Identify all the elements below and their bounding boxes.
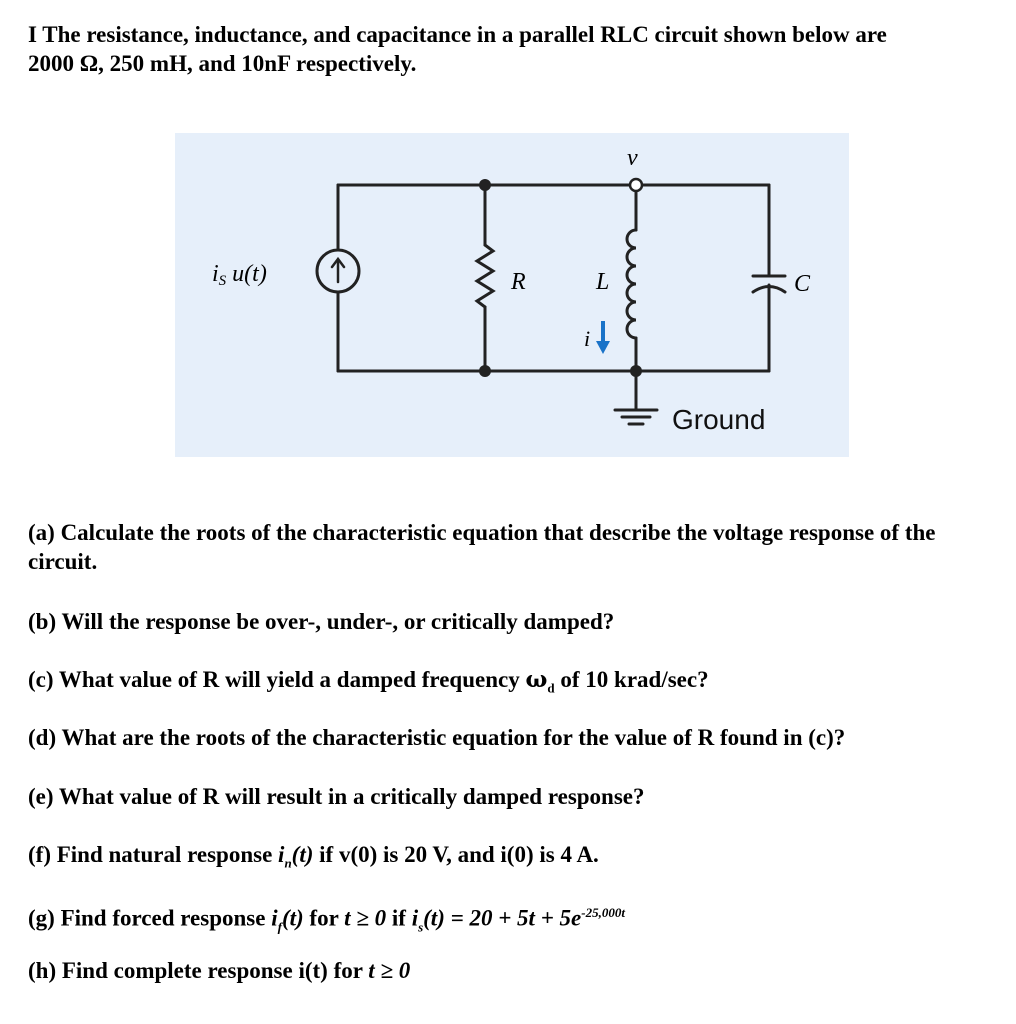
source-label: iS u(t) [212, 261, 267, 289]
node-v-label: v [627, 145, 638, 171]
problem-intro [28, 20, 998, 78]
question-h: (h) Find complete response i(t) for t ≥ 0 [28, 958, 411, 983]
junction-dot [479, 365, 491, 377]
circuit-diagram [175, 133, 849, 457]
resistor-label: R [511, 269, 526, 295]
question-g: (g) Find forced response $i_f(t)$ for t ≥ 0 if $i_s(t) = 20 + 5t + 5e^{-25,000t}$ [28, 905, 625, 935]
junction-dot [630, 365, 642, 377]
intro-line-2: 2000 Ω, 250 mH, and 10nF respectively. [28, 51, 417, 76]
current-label: i [584, 326, 591, 351]
question-c: (c) What value of R will yield a damped frequency $\omega_d$ of 10 krad/sec? [28, 666, 709, 696]
circuit-figure [175, 133, 849, 457]
intro-line-1: I The resistance, inductance, and capacitance in a parallel RLC circuit shown below are [28, 22, 887, 47]
question-a: (a) Calculate the roots of the characteristic equation that describe the voltage response of the circuit. [28, 520, 936, 574]
inductor-label: L [596, 269, 610, 295]
node-v-terminal [630, 179, 642, 191]
question-f: (f) Find natural response $i_n(t)$ if v(0) is 20 V, and i(0) is 4 A. [28, 842, 599, 871]
question-d: (d) What are the roots of the characteristic equation for the value of R found in (c)? [28, 725, 846, 750]
capacitor-label: C [794, 271, 811, 297]
junction-dot [479, 179, 491, 191]
question-e: (e) What value of R will result in a critically damped response? [28, 784, 645, 809]
ground-label: Ground [672, 404, 766, 435]
question-b: (b) Will the response be over-, under-, or critically damped? [28, 609, 615, 634]
